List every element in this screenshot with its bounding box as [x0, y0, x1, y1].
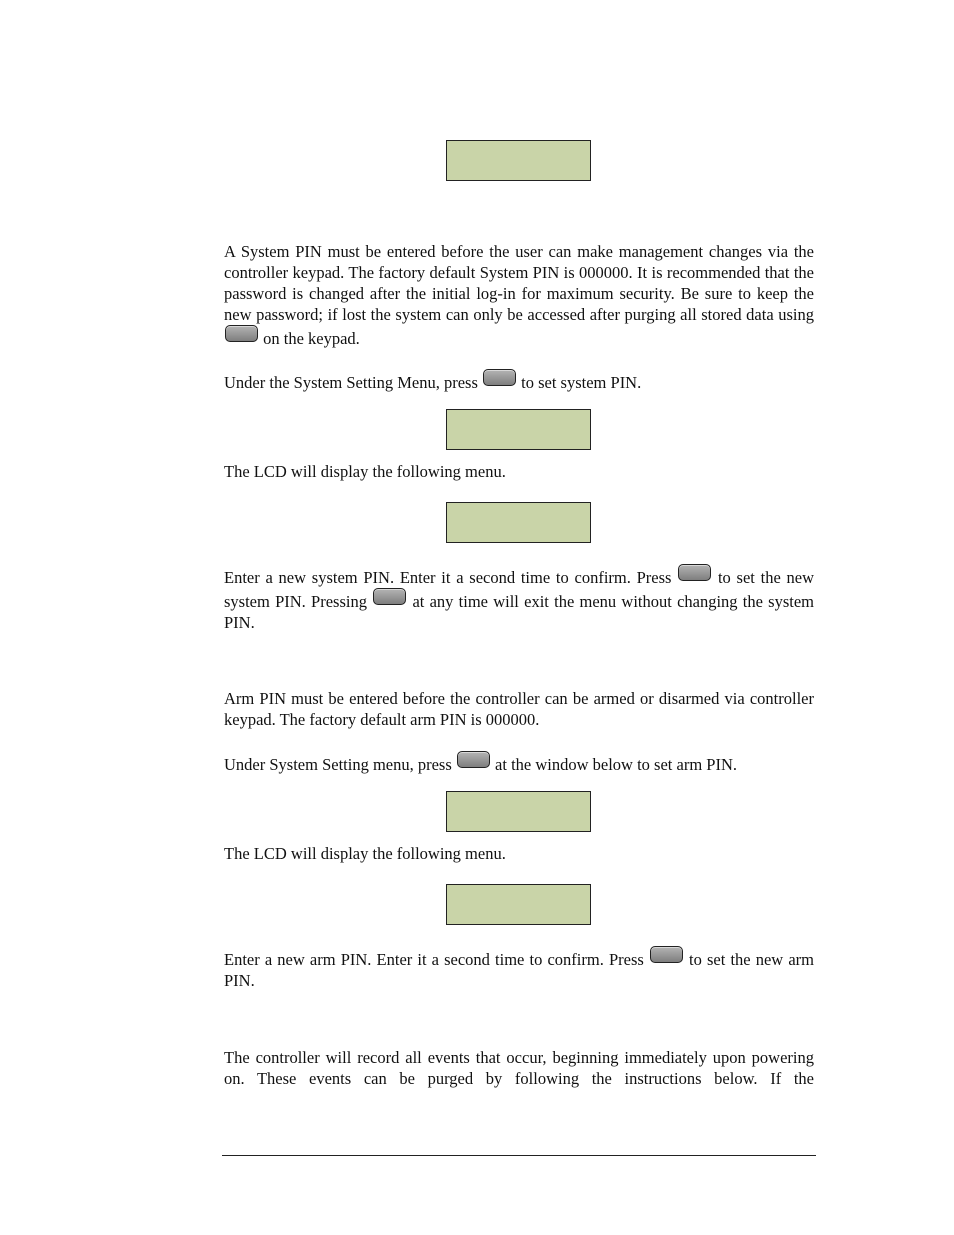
- arm-pin-paragraph: Arm PIN must be entered before the controller can be armed or disarmed via controller keypad. The factory default arm PIN is 000000.: [224, 689, 814, 729]
- lcd-display-note: The LCD will display the following menu.: [224, 462, 506, 481]
- lcd-display-note: The LCD will display the following menu.: [224, 844, 506, 863]
- lcd-set-sys-pin: [446, 409, 591, 450]
- purge-key-icon: [225, 325, 258, 342]
- lcd-set-time: [446, 140, 591, 181]
- footer-rule: [222, 1155, 816, 1156]
- lcd-line-1: [453, 923, 584, 925]
- lcd-line-1: [453, 830, 584, 832]
- sys-setting-instruction: [224, 369, 814, 393]
- enter-key-icon: [650, 946, 683, 963]
- enter-key-icon: [678, 564, 711, 581]
- enter-sys-pin-text-2: to set the new system PIN. Pressing: [224, 568, 815, 611]
- enter-key-icon: [457, 751, 490, 768]
- exit-key-icon: [373, 588, 406, 605]
- enter-sys-pin-text-3: at any time will exit the menu without changing the system PIN.: [224, 592, 815, 632]
- enter-arm-pin-paragraph: [224, 946, 814, 991]
- events-paragraph: The controller will record all events that occur, beginning immediately upon powering on. These events can be purged by following the instructions below. If the: [224, 1048, 814, 1088]
- instruction-text-after: to set system PIN.: [521, 373, 642, 392]
- system-pin-text: A System PIN must be entered before the user can make management changes via the controller keypad. The factory default System PIN is 000000. It is recommended that the password is changed after the initial log-in for maximum security. Be sure to keep the new password; if lost the system can only be accessed after purging all stored data using: [224, 242, 814, 324]
- enter-arm-pin-text-1: Enter a new arm PIN. Enter it a second time to confirm. Press: [224, 950, 644, 969]
- instruction-text: Under System Setting menu, press: [224, 755, 452, 774]
- system-pin-paragraph: [224, 241, 814, 349]
- instruction-text-after: at the window below to set arm PIN.: [495, 755, 737, 774]
- lcd-line-1: [453, 541, 584, 543]
- lcd-line-1: [453, 448, 584, 450]
- arm-setting-instruction: [224, 751, 814, 775]
- lcd-input-sys: [446, 502, 591, 543]
- enter-arm-pin-text-2: to set the new arm PIN.: [224, 950, 815, 990]
- lcd-set-arm-pin: [446, 791, 591, 832]
- lcd-line-1: [453, 179, 584, 181]
- enter-key-icon: [483, 369, 516, 386]
- enter-sys-pin-text-1: Enter a new system PIN. Enter it a second time to confirm. Press: [224, 568, 672, 587]
- instruction-text: Under the System Setting Menu, press: [224, 373, 478, 392]
- system-pin-text-after: on the keypad.: [263, 329, 360, 348]
- enter-sys-pin-paragraph: [224, 564, 814, 633]
- lcd-input-arm: [446, 884, 591, 925]
